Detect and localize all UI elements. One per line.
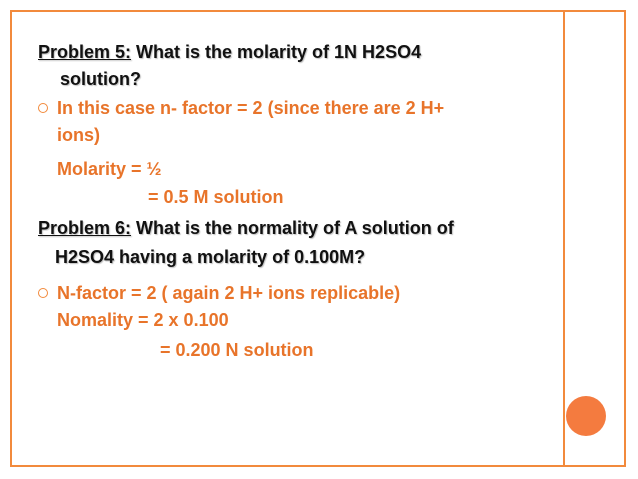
problem5-question-line1 [38,41,421,63]
problem5-result: = 0.5 M solution [148,187,284,207]
decorative-circle [566,396,606,436]
problem5-bullet1-line1: In this case n- factor = 2 (since there are 2 H+ [57,98,445,118]
problem6-result: = 0.200 N solution [160,340,314,360]
problem5-question-line2: solution? [60,69,141,89]
problem5-molarity: Molarity = ½ [57,159,162,179]
problem6-question-line2: H2SO4 having a molarity of 0.100M? [55,247,366,267]
problem6-question-text: What is the normality of A solution of [131,218,454,238]
problem5-bullet1-line2: ions) [57,125,100,145]
problem6-question-line1 [38,217,454,239]
problem5-question-text: What is the molarity of 1N H2SO4 [131,42,422,62]
problem5-label: Problem 5: [38,42,132,62]
bullet-icon [38,288,48,298]
problem6-label: Problem 6: [38,218,132,238]
problem6-normality: Nomality = 2 x 0.100 [57,310,229,330]
bullet-icon [38,103,48,113]
vertical-accent-line [563,10,565,467]
problem6-bullet1: N-factor = 2 ( again 2 H+ ions replicable) [57,283,401,303]
